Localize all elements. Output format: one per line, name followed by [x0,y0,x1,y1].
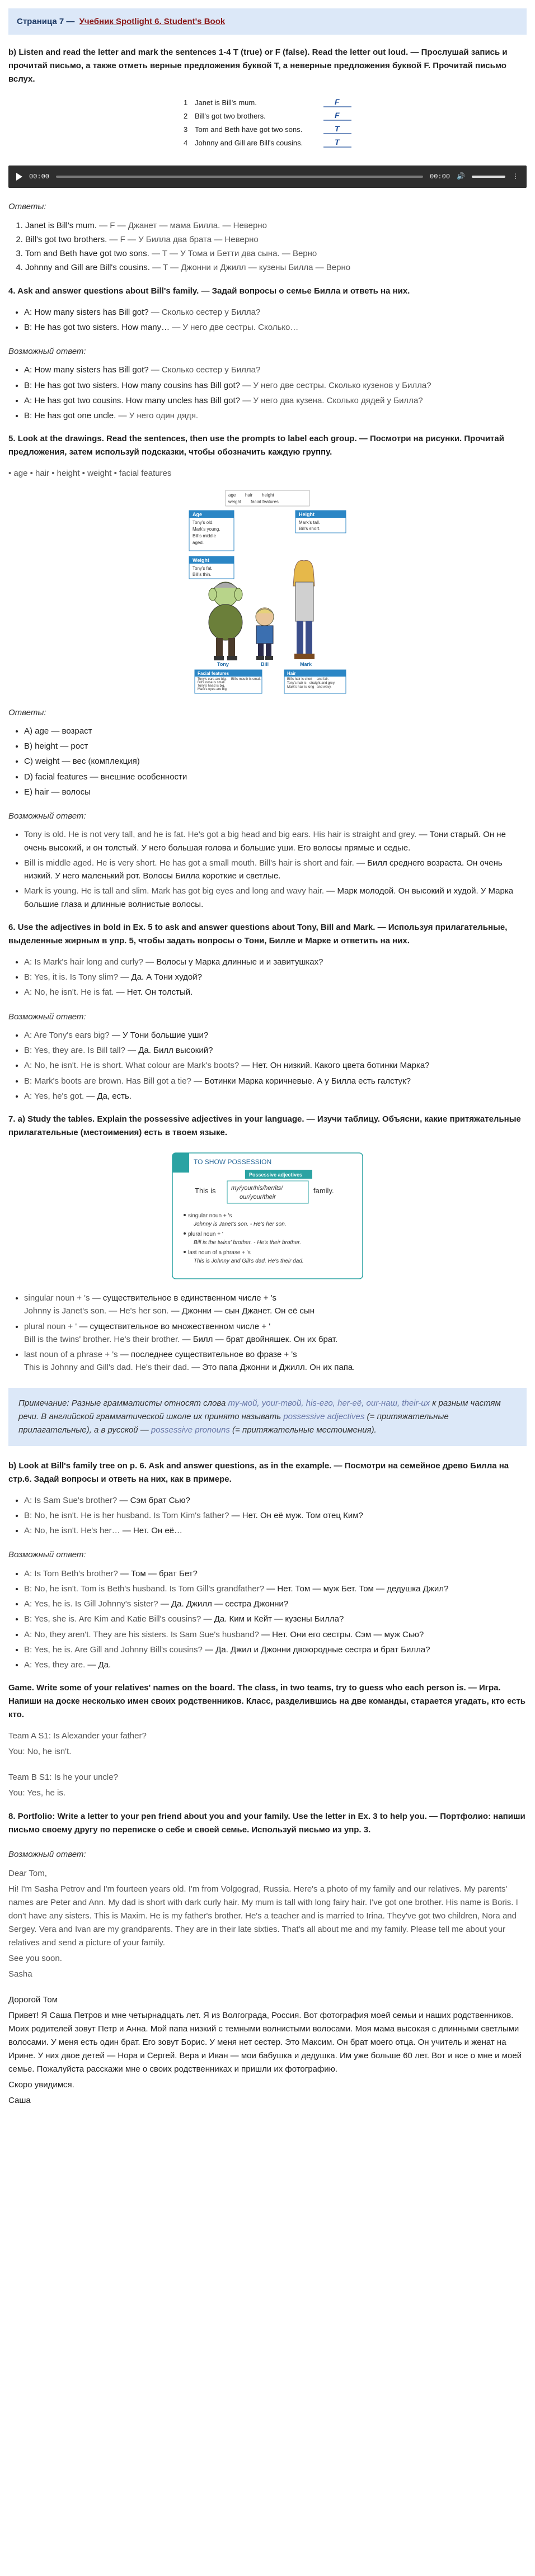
possible-answer-title: Возможный ответ: [8,1550,86,1560]
list-item: • B) height — рост [24,740,527,753]
table-header: TO SHOW POSSESSION [194,1158,272,1166]
example-list [24,1494,527,1538]
exercise-7a-task: 7. a) Study the tables. Explain the possessive adjectives in your language. — Изучи таблицу. Объясни, какие притяжательные прилагательные (местоимения) есть в твоем языке. [8,1114,521,1137]
list-item: • A: Are Tony's ears big? — У Тони большие уши? [24,1029,527,1042]
possible-answer-list [24,1567,527,1672]
svg-text:last noun of a phrase + 's: last noun of a phrase + 's [188,1250,251,1256]
page [0,8,535,2121]
list-item: 2. Bill's got two brothers. — F — У Билла два брата — Неверно [25,233,527,246]
prompts: • age • hair • height • weight • facial features [8,469,172,479]
possible-answer-title: Возможный ответ: [8,1012,86,1022]
letter-english: Dear Tom, Hi! I'm Sasha Petrov and I'm fourteen years old. I'm from Volgograd, Russia. Here's a photo of my family and our relatives. My parents' names are Peter and Ann. My dad is short with dark curly hair. My mum is tall with long fairy hair. I've got one brother. His name is Boris. I don't have any sisters. This is Maxim. He is my father's brother. He's a teacher and is married to Irina. They've got two children, Nora and Sergey. Vera and Ivan are my grandparents. They are in their late sixties. That's all about me and my family. Please tell me about your relatives and send a picture of your family. See you soon. Sasha [8,1868,518,1979]
list-item: • D) facial features — внешние особенности [24,771,527,783]
exercise-5-task: 5. Look at the drawings. Read the sentences, then use the prompts to label each group. — Посмотри на рисунки. Прочитай предложения, затем используй подсказки, чтобы обозначить каждую группу. [8,434,504,457]
possible-answer-list [24,1029,527,1103]
list-item: • B: No, he isn't. He is her husband. Is Tom Kim's father? — Нет. Он её муж. Том отец Ким? [24,1509,527,1522]
possible-answer-list [24,363,527,422]
svg-text:Bill's nose is small.: Bill's nose is small. [198,680,226,684]
list-item: • A: Is Mark's hair long and curly? — Волосы у Марка длинные и и завитушках? [24,956,527,968]
list-item: • A: Is Tom Beth's brother? — Том — брат Бет? [24,1567,527,1580]
game-dialogue: Team A S1: Is Alexander your father? You: No, he isn't. Team B S1: Is he your uncle? You: Yes, he is. [8,1731,147,1798]
list-item: • A: No, he isn't. He is fat. — Нет. Он толстый. [24,986,527,999]
play-icon[interactable] [16,173,22,181]
list-item: • A: Yes, he is. Is Gill Johnny's sister? — Да. Джилл — сестра Джонни? [24,1597,527,1610]
possession-table-figure [167,1147,368,1282]
possible-answer-title: Возможный ответ: [8,347,86,356]
svg-text:Tony's old.: Tony's old. [193,519,214,525]
tf-num-2: 2 [184,112,188,121]
answers-title: Ответы: [8,202,46,212]
volume-slider[interactable] [472,176,505,178]
list-item: • singular noun + 's — существительное в единственном числе + 's Johnny is Janet's son. — He's her son. — Джонни — сын Джанет. Он её сын [24,1292,527,1318]
legend-hair: hair [245,492,253,498]
svg-text:aged.: aged. [193,540,204,545]
list-item: • Mark is young. He is tall and slim. Mark has got big eyes and long and wavy hair. — Марк молодой. Он высокий и худой. У Марка большие глаза и длинные волнистые волосы. [24,885,527,911]
list-item: • A: How many sisters has Bill got? — Сколько сестер у Билла? [24,363,527,376]
name-tony: Tony [217,661,229,667]
box-facial-title: Facial features [198,670,229,676]
top-banner [8,8,527,35]
svg-text:Mark's tall.: Mark's tall. [299,519,320,525]
list-item: • A: Is Sam Sue's brother? — Сэм брат Сью? [24,1494,527,1507]
family-label: family. [313,1187,334,1195]
svg-text:plural noun + ': plural noun + ' [188,1231,223,1237]
tf-num-1: 1 [184,98,188,107]
tf-mark-3: T [335,124,340,134]
svg-text:Bill is the twins' brother. -: Bill is the twins' brother. - He's their brother. [194,1240,302,1246]
svg-text:Tony's fat.: Tony's fat. [193,565,213,571]
choices-line-1: my/your/his/her/its/ [231,1185,283,1192]
list-item: • B: No, he isn't. Tom is Beth's husband. Is Tom Gill's grandfather? — Нет. Том — муж Бет. Том — дедушка Джил? [24,1582,527,1595]
possible-answer-title: Возможный ответ: [8,1850,86,1860]
tf-mark-1: F [335,97,340,107]
answers-list [25,219,527,275]
list-item: • last noun of a phrase + 's — последнее существительное во фразе + 's This is Johnny and Gill's dad. He's their dad. — Это папа Джонни и Джилл. Он их папа. [24,1348,527,1374]
list-item: 4. Johnny and Gill are Bill's cousins. — T — Джонни и Джилл — кузены Билла — Верно [25,261,527,274]
svg-text:Bill's short.: Bill's short. [299,526,321,531]
list-item: • A: He has got two cousins. How many uncles has Bill got? — У него два кузена. Сколько дядей у Билла? [24,394,527,407]
example-list [24,956,527,999]
audio-duration: 00:00 [430,172,450,181]
volume-icon[interactable]: 🔊 [457,172,465,181]
svg-text:Mark's hair is long: Mark's hair is long [287,685,315,689]
box-height-title: Height [299,511,315,517]
example-list [24,306,527,334]
name-mark: Mark [300,661,312,667]
svg-text:and wavy.: and wavy. [317,685,332,689]
legend-weight: weight [228,499,242,504]
list-item: • B: Yes, she is. Are Kim and Katie Bill's cousins? — Да. Ким и Кейт — кузены Билла? [24,1613,527,1625]
svg-text:This is Johnny and Gill's dad.: This is Johnny and Gill's dad. He's their dad. [194,1258,304,1264]
this-is-label: This is [195,1187,216,1195]
list-item: • Tony is old. He is not very tall, and he is fat. He's got a big head and big ears. His hair is straight and grey. — Тони старый. Он не очень высокий, и он толстый. У него большая голова и большие уши. Его волосы прямые и седые. [24,828,527,854]
list-item: • A: Yes, he's got. — Да, есть. [24,1090,527,1103]
audio-progress-bar[interactable] [56,176,423,178]
list-item: • E) hair — волосы [24,786,527,798]
list-item: • B: Yes, he is. Are Gill and Johnny Bill's cousins? — Да. Джил и Джонни двоюродные сестра и брат Билла? [24,1643,527,1656]
characters-figure [172,488,363,695]
box-age-title: Age [193,511,203,517]
list-item: • B: Mark's boots are brown. Has Bill got a tie? — Ботинки Марка коричневые. А у Билла есть галстук? [24,1075,527,1088]
list-item: 1. Janet is Bill's mum. — F — Джанет — мама Билла. — Неверно [25,219,527,232]
list-item: • Bill is middle aged. He is very short. He has got a small mouth. Bill's hair is short and fair. — Билл среднего возраста. Он очень низкий. У него маленький рот. Волосы Билла короткие и светлые. [24,857,527,883]
legend-age: age [228,492,236,498]
list-item: • B: Yes, they are. Is Bill tall? — Да. Билл высокий? [24,1044,527,1057]
list-item: • A: No, they aren't. They are his sisters. Is Sam Sue's husband? — Нет. Они его сестры. Сэм — муж Сью? [24,1628,527,1641]
legend-facial: facial features [251,499,279,504]
svg-text:Tony's head is big.: Tony's head is big. [198,684,226,688]
tf-mark-4: T [335,138,340,147]
svg-text:singular noun + 's: singular noun + 's [188,1213,232,1219]
svg-text:Tony's ears are big.: Tony's ears are big. [198,677,227,681]
audio-player[interactable] [8,166,527,188]
letter-russian: Дорогой Том Привет! Я Саша Петров и мне четырнадцать лет. Я из Волгограда, Россия. Вот фотография моей семьи и наших родственников. Моих родителей зовут Петр и Анна. Мой папа низкий с темными волнистыми волосами. Моя мама высокая с длинными светлыми волосами. У меня есть один брат. Его зовут Борис. У меня нет сестер. Это Максим. Он брат моего отца. Он учитель и женат на Ирине. У них двое детей — Нора и Сергей. Вера и Иван — мои бабушка и дедушка. Им уже больше 60 лет. Вот и все о мне и моей семье. Пожалуйста расскажи мне о своих родственниках и пришли их фотографию. Скоро увидимся. Саша [8,1994,522,2105]
list-item: • A: How many sisters has Bill got? — Сколько сестер у Билла? [24,306,527,319]
svg-text:and fair.: and fair. [317,677,329,681]
list-item: • B: He has got one uncle. — У него один дядя. [24,409,527,422]
box-hair-title: Hair [287,670,296,676]
svg-text:Johnny is Janet's son. - He's: Johnny is Janet's son. - He's her son. [194,1221,287,1227]
banner-prefix: Страница 7 — [17,17,75,26]
exercise-6-task: 6. Use the adjectives in bold in Ex. 5 to ask and answer questions about Tony, Bill and Mark. — Используя прилагательные, выделенные жирным в упр. 5, чтобы задать вопросы о Тони, Билле и Марке и ответить на них. [8,922,508,946]
tf-item-1: Janet is Bill's mum. [195,98,257,107]
explanation-list [24,1292,527,1374]
audio-current-time: 00:00 [29,172,50,181]
tf-num-4: 4 [184,139,188,148]
svg-text:Mark's young.: Mark's young. [193,526,220,532]
exercise-8-task: 8. Portfolio: Write a letter to your pen friend about you and your family. Use the letter in Ex. 3 to help you. — Портфолио: напиши письмо своему другу по переписке о себе и своей семье. Используй письмо из упр. 3. [8,1812,525,1835]
svg-text:Bill's hair is short: Bill's hair is short [287,677,312,681]
list-item: • A: No, he isn't. He's her… — Нет. Он её… [24,1524,527,1537]
tf-item-4: Johnny and Gill are Bill's cousins. [195,139,303,148]
svg-text:Bill's mouth is small.: Bill's mouth is small. [231,677,261,681]
svg-text:Tony's hair is: Tony's hair is [287,681,307,685]
list-item: 3. Tom and Beth have got two sons. — T — У Тома и Бетти два сына. — Верно [25,247,527,260]
list-item: • B: Yes, it is. Is Tony slim? — Да. А Тони худой? [24,971,527,984]
textbook-link[interactable]: Учебник Spotlight 6. Student's Book [79,17,226,26]
tf-item-3: Tom and Beth have got two sons. [195,125,303,134]
list-item: • A: No, he isn't. He is short. What colour are Mark's boots? — Нет. Он низкий. Какого цвета ботинки Марка? [24,1059,527,1072]
exercise-b-task: b) Listen and read the letter and mark the sentences 1-4 T (true) or F (false). Read the letter out loud. — Прослушай запись и прочитай письмо, а также отметь верные предложения буквой Т, а неверные предложения буквой F. Прочитай письмо вслух. [8,48,508,84]
exercise-7b-task: b) Look at Bill's family tree on p. 6. Ask and answer questions, as in the example. — Посмотри на семейное древо Билла на стр.6. Задай вопросы и ответь на них, как в примере. [8,1460,509,1484]
list-item: • C) weight — вес (комплекция) [24,755,527,768]
list-item: • B: He has got two sisters. How many cousins has Bill got? — У него две сестры. Сколько кузенов у Билла? [24,379,527,392]
list-item: • A) age — возраст [24,725,527,738]
tf-mark-2: F [335,111,340,120]
svg-text:straight and grey.: straight and grey. [309,681,335,685]
box-weight-title: Weight [193,557,209,563]
answers-title: Ответы: [8,707,46,717]
list-item: • plural noun + ' — существительное во множественном числе + ' Bill is the twins' brother. He's their brother. — Билл — брат двойняшек. Он их брат. [24,1320,527,1346]
more-options-icon[interactable]: ⋮ [512,172,519,181]
svg-text:Mark's eyes are big.: Mark's eyes are big. [198,687,228,691]
svg-text:Bill's thin.: Bill's thin. [193,571,212,577]
name-bill: Bill [261,661,269,667]
tf-num-3: 3 [184,125,188,134]
grammar-note: Примечание: Разные грамматисты относят слова my-мой, your-твой, his-его, her-её, our-наш, their-их к разным частям речи. В английской грамматической школе их принято называть possessive adjectives (= притяжательные прилагательные), а в русской — possessive pronouns (= притяжательные местоимения). [8,1388,527,1446]
choices-line-2: our/your/their [240,1194,276,1200]
exercise-4-task: 4. Ask and answer questions about Bill's family. — Задай вопросы о семье Билла и ответь на них. [8,286,410,296]
table-badge: Possessive adjectives [249,1172,303,1178]
svg-text:Bill's middle: Bill's middle [193,533,216,538]
list-item: • B: He has got two sisters. How many… — У него две сестры. Сколько… [24,321,527,334]
list-item: • A: Yes, they are. — Да. [24,1658,527,1671]
possible-answer-list [24,828,527,911]
answers-list [24,725,527,798]
legend-height: height [262,492,274,498]
game-task: Game. Write some of your relatives' names on the board. The class, in two teams, try to guess who each person is. — Игра. Напиши на доске несколько имен своих родственников. Класс, разделившись на две команды, старается угадать, кто есть кто. [8,1683,525,1720]
possible-answer-title: Возможный ответ: [8,811,86,821]
tf-item-2: Bill's got two brothers. [195,112,266,121]
true-false-figure [172,94,363,155]
